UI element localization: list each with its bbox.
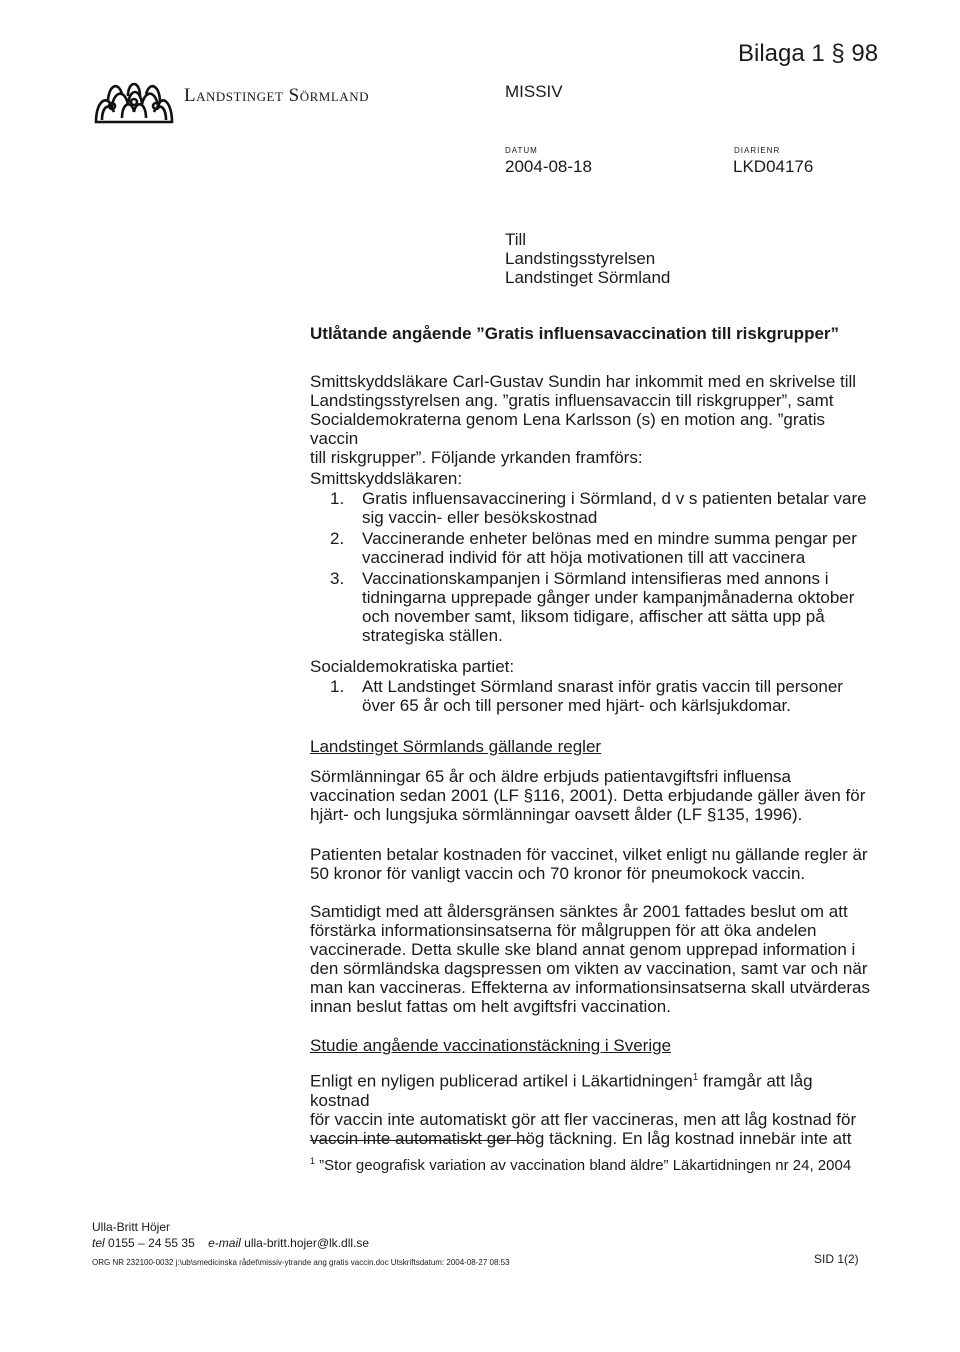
footnote <box>310 1153 890 1174</box>
studie-heading: Studie angående vaccinationstäckning i Sverige <box>310 1036 672 1055</box>
regler-paragraph-2 <box>310 845 870 883</box>
intro-line: Landstingsstyrelsen ang. ”gratis influensavaccin till riskgrupper”, samt <box>310 391 834 410</box>
paragraph-line: man kan vaccineras. Effekterna av informationsinsatserna skall utvärderas <box>310 978 871 997</box>
list-line: tidningarna upprepade gånger under kampanjmånaderna oktober <box>362 588 855 607</box>
soc-heading: Socialdemokratiska partiet: <box>310 657 515 676</box>
paragraph-line: 50 kronor för vanligt vaccin och 70 kronor för pneumokock vaccin. <box>310 864 806 883</box>
tel-value: 0155 – 24 55 35 <box>108 1236 195 1250</box>
paragraph-line: den sörmländska dagspressen om vikten av vaccination, samt var och när <box>310 959 868 978</box>
list-number: 1. <box>330 677 345 696</box>
paragraph-line: förstärka informationsinsatserna för målgruppen för att öka andelen <box>310 921 817 940</box>
author-name: Ulla-Britt Höjer <box>92 1220 171 1234</box>
bilaga-label: Bilaga 1 § 98 <box>738 40 879 67</box>
datum-value: 2004-08-18 <box>505 157 592 176</box>
landstinget-crown-logo-icon <box>92 72 176 128</box>
org-name: Landstinget Sörmland <box>184 85 369 106</box>
list-line: Gratis influensavaccinering i Sörmland, d v s patienten betalar vare <box>362 489 867 508</box>
paragraph-line: Patienten betalar kostnaden för vaccinet, vilket enligt nu gällande regler är <box>310 845 868 864</box>
studie-text: Enligt en nyligen publicerad artikel i Läkartidningen <box>310 1071 693 1091</box>
diarienr-label: DIARIENR <box>734 146 781 155</box>
list-line: över 65 år och till personer med hjärt- och kärlsjukdomar. <box>362 696 791 715</box>
list-number: 3. <box>330 569 345 588</box>
list-number: 1. <box>330 489 345 508</box>
regler-paragraph-3 <box>310 902 870 1016</box>
list-line: sig vaccin- eller besökskostnad <box>362 508 598 527</box>
list-item <box>330 677 880 715</box>
recipient-line-3: Landstinget Sörmland <box>505 268 671 287</box>
footnote-ref: 1 <box>692 1072 699 1083</box>
list-line: vaccinerad individ för att höja motivationen till att vaccinera <box>362 548 806 567</box>
paragraph-line: innan beslut fattas om helt avgiftsfri vaccination. <box>310 997 671 1016</box>
page-title: Utlåtande angående ”Gratis influensavaccination till riskgrupper” <box>310 324 840 343</box>
intro-line: Socialdemokraterna genom Lena Karlsson (s) en motion ang. ”gratis vaccin <box>310 410 825 448</box>
email-label: e-mail <box>208 1236 241 1250</box>
soc-list <box>330 677 880 717</box>
footnote-number: 1 <box>310 1156 316 1166</box>
studie-paragraph <box>310 1068 870 1148</box>
smitt-heading: Smittskyddsläkaren: <box>310 469 463 488</box>
smitt-list <box>330 489 880 647</box>
list-line: strategiska ställen. <box>362 626 503 645</box>
list-item <box>330 529 880 567</box>
tel-label: tel <box>92 1236 105 1250</box>
list-item <box>330 489 880 527</box>
org-footer-line: ORG NR 232100-0032 j:\ub\smedicinska rådet\missiv-ytrande ang gratis vaccin.doc Utskriftsdatum: 2004-08-27 08:53 <box>92 1258 510 1267</box>
regler-paragraph-1 <box>310 767 870 824</box>
paragraph-line: för vaccin inte automatiskt gör att fler vaccineras, men att låg kostnad för <box>310 1109 857 1129</box>
intro-paragraph <box>310 372 870 467</box>
list-line: Att Landstinget Sörmland snarast inför gratis vaccin till personer <box>362 677 843 696</box>
recipient-line-2: Landstingsstyrelsen <box>505 249 656 268</box>
email-value: ulla-britt.hojer@lk.dll.se <box>244 1236 370 1250</box>
footnote-divider <box>310 1140 530 1141</box>
list-number: 2. <box>330 529 345 548</box>
paragraph-line: vaccin inte automatiskt ger hög täckning. En låg kostnad innebär inte att <box>310 1128 852 1148</box>
list-item <box>330 569 880 645</box>
paragraph-line: vaccinerade. Detta skulle ske bland annat genom upprepad information i <box>310 940 856 959</box>
paragraph-line: vaccination sedan 2001 (LF §116, 2001). Detta erbjudande gäller även för <box>310 786 866 805</box>
studie-text: framgår att låg kostnad <box>310 1071 813 1110</box>
footnote-text: ”Stor geografisk variation av vaccination bland äldre” Läkartidningen nr 24, 2004 <box>315 1157 852 1174</box>
list-line: Vaccinationskampanjen i Sörmland intensifieras med annons i <box>362 569 829 588</box>
paragraph-line: Samtidigt med att åldersgränsen sänktes år 2001 fattades beslut om att <box>310 902 848 921</box>
datum-label: DATUM <box>505 146 538 155</box>
contact-line <box>92 1236 369 1250</box>
page-number: SID 1(2) <box>814 1252 859 1266</box>
list-line: och november samt, liksom tidigare, affischer att sätta upp på <box>362 607 825 626</box>
paragraph-line: Sörmlänningar 65 år och äldre erbjuds patientavgiftsfri influensa <box>310 767 791 786</box>
doc-type: MISSIV <box>505 82 563 101</box>
paragraph-line: hjärt- och lungsjuka sörmlänningar oavsett ålder (LF §135, 1996). <box>310 805 803 824</box>
diarienr-value: LKD04176 <box>733 157 814 176</box>
regler-heading: Landstinget Sörmlands gällande regler <box>310 737 602 756</box>
paragraph-line <box>310 1068 870 1110</box>
intro-line: till riskgrupper”. Följande yrkanden framförs: <box>310 448 643 467</box>
recipient-line-1: Till <box>505 230 527 249</box>
intro-line: Smittskyddsläkare Carl-Gustav Sundin har inkommit med en skrivelse till <box>310 372 857 391</box>
list-line: Vaccinerande enheter belönas med en mindre summa pengar per <box>362 529 857 548</box>
